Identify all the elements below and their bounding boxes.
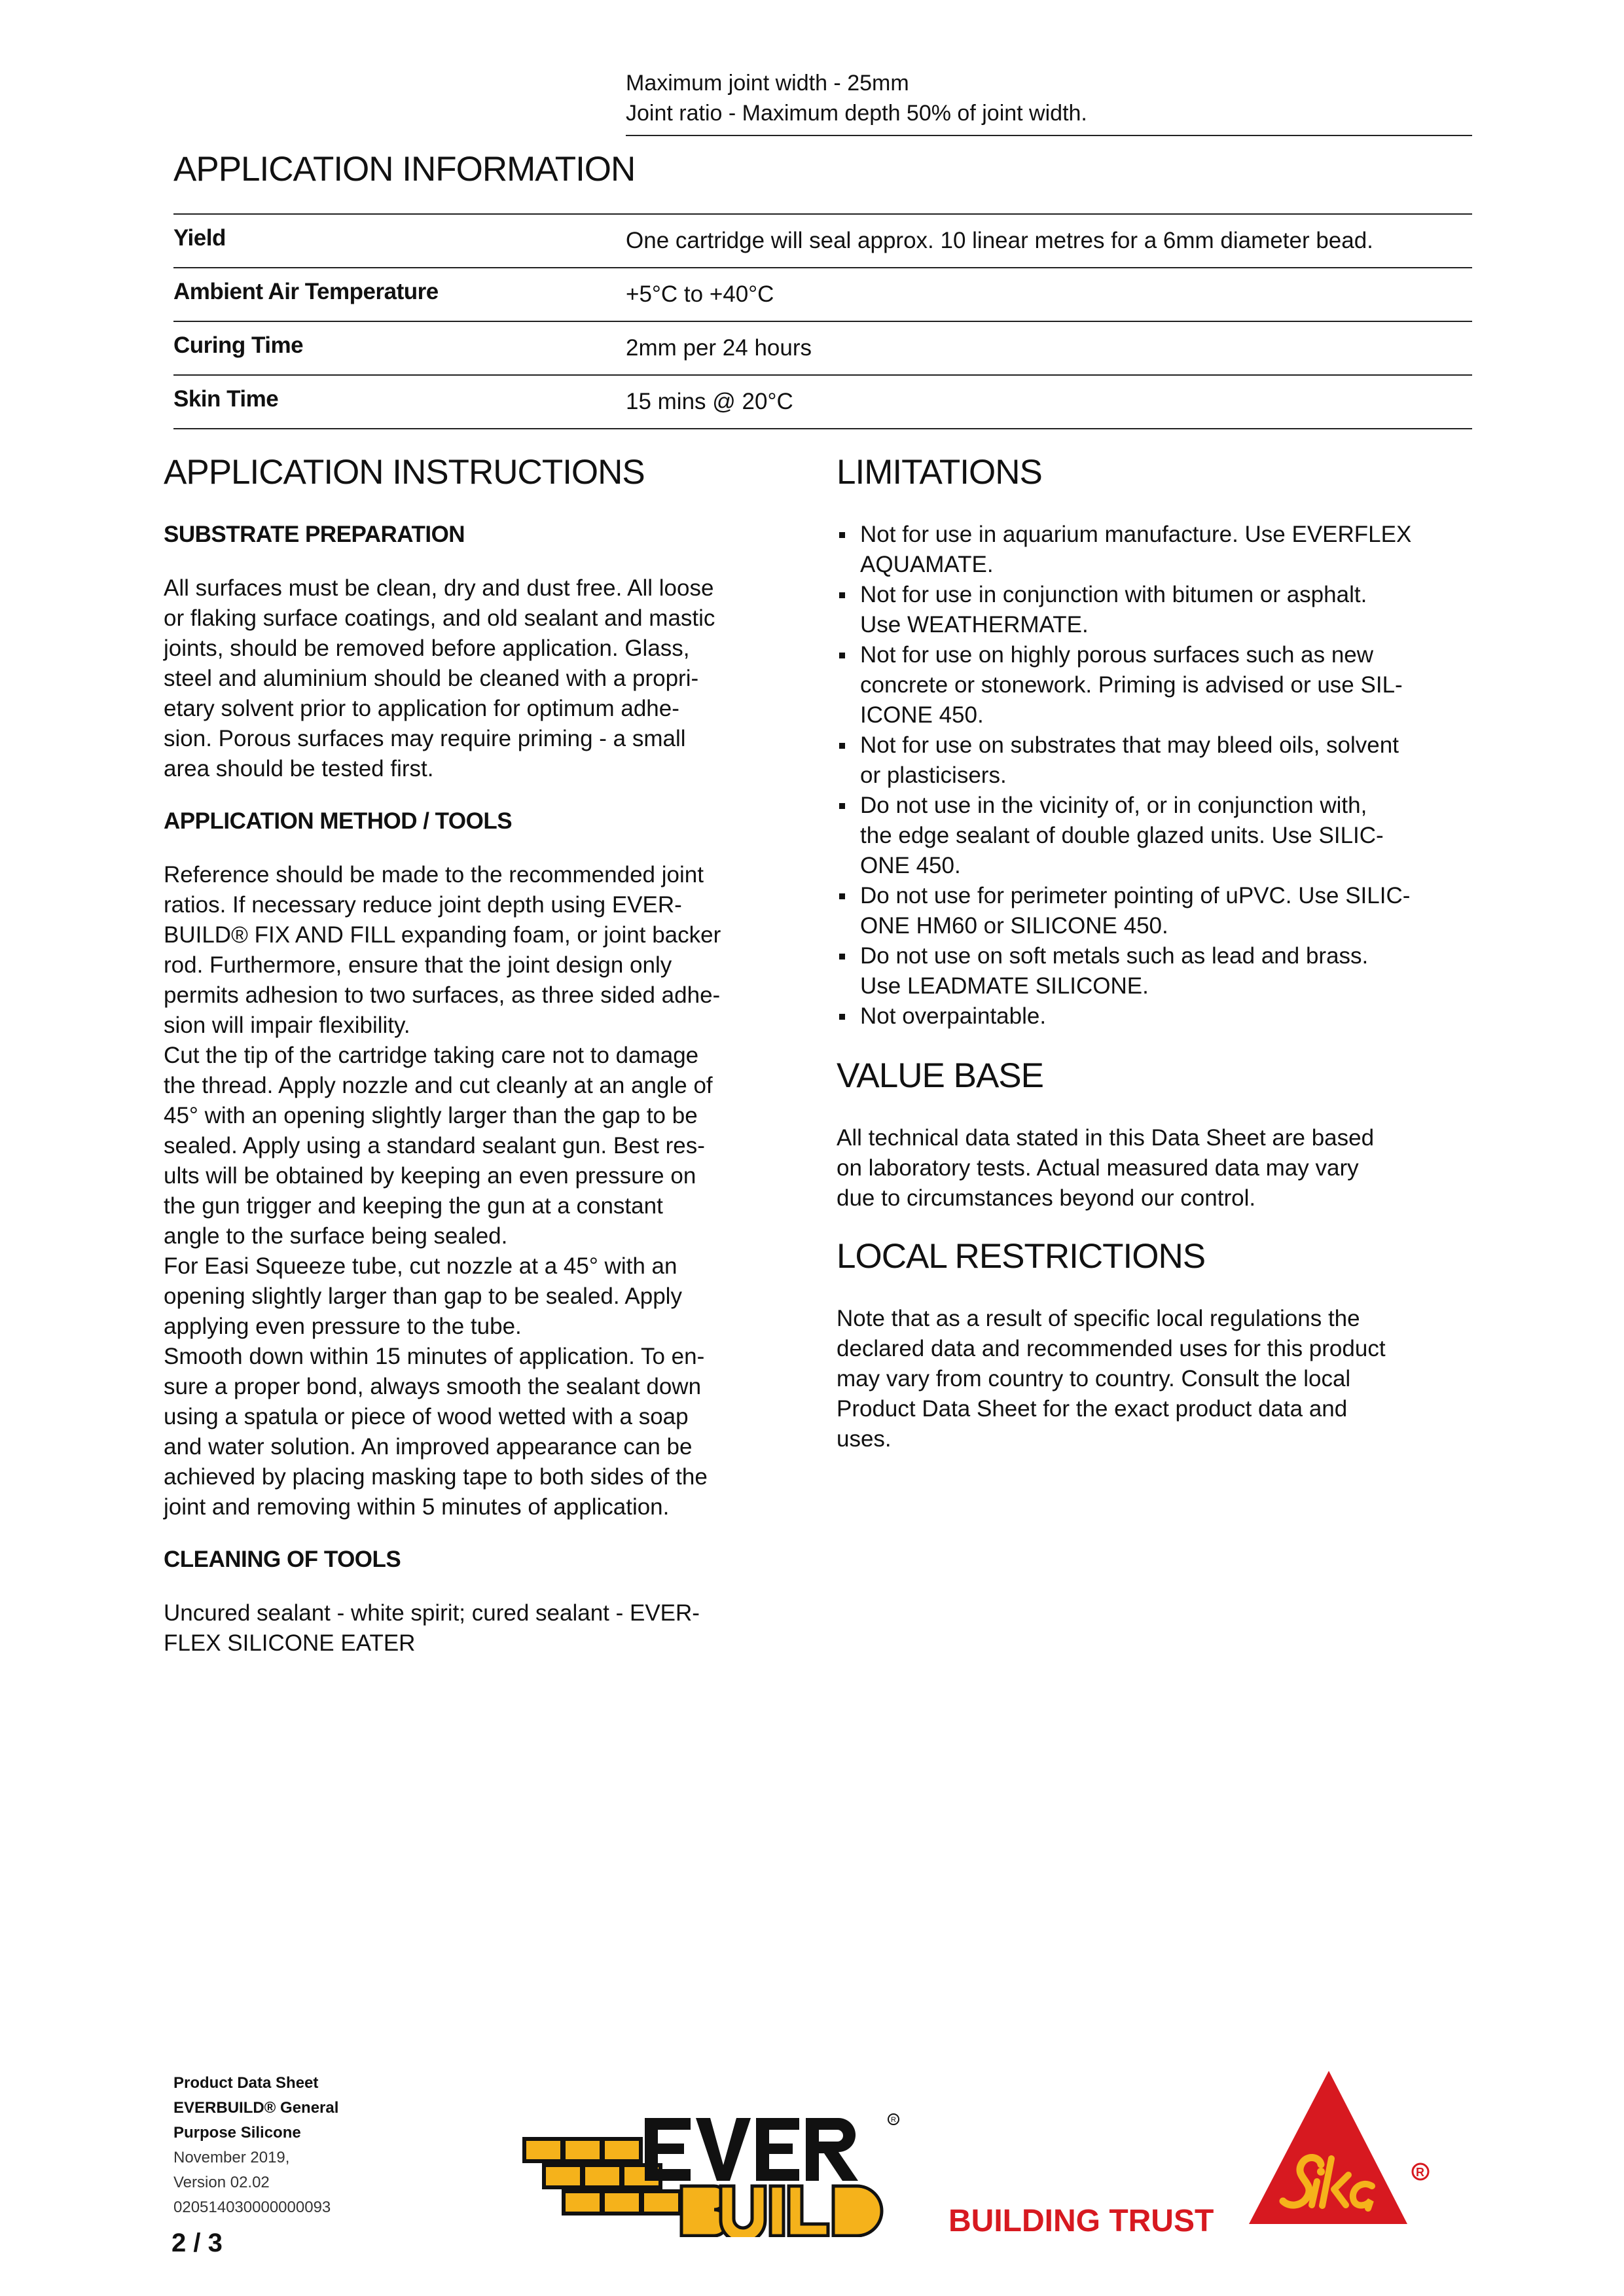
text-line: All surfaces must be clean, dry and dust free. All loose [164,575,714,601]
table-row [173,376,1472,429]
row-value: 2mm per 24 hours [626,335,812,361]
text-line: Not overpaintable. [860,1003,1047,1029]
text-line: on laboratory tests. Actual measured data may vary [837,1155,1359,1181]
limitations-list [837,520,1475,1031]
text-line: AQUAMATE. [860,552,994,577]
everbuild-logo [520,2113,900,2237]
text-line: FLEX SILICONE EATER [164,1630,416,1656]
text-line: joint and removing within 5 minutes of application. [164,1494,670,1520]
row-value: +5°C to +40°C [626,281,774,307]
text-line: Not for use on substrates that may bleed oils, solvent [860,732,1399,758]
row-label: Ambient Air Temperature [173,279,439,304]
text-line: uses. [837,1426,892,1452]
text-line: 45° with an opening slightly larger than the gap to be [164,1103,698,1128]
text-line: ults will be obtained by keeping an even pressure on [164,1163,696,1189]
row-label: Skin Time [173,386,279,412]
text-line: using a spatula or piece of wood wetted with a soap [164,1404,689,1429]
text-line: opening slightly larger than gap to be sealed. Apply [164,1283,682,1309]
row-value: 15 mins @ 20°C [626,389,793,414]
right-column [837,452,1475,1477]
value-base-title: VALUE BASE [837,1056,1043,1095]
substrate-preparation-text [164,573,789,784]
document-code: 020514030000000093 [173,2198,331,2216]
text-line: Do not use in the vicinity of, or in conjunction with, [860,793,1367,818]
list-item [837,520,1475,580]
divider [626,135,1472,136]
text-line: Uncured sealant - white spirit; cured sealant - EVER- [164,1600,700,1626]
text-line: concrete or stonework. Priming is advised or use SIL- [860,672,1403,698]
product-name-line2: Purpose Silicone [173,2124,301,2142]
text-line: area should be tested first. [164,756,434,781]
application-method-title: APPLICATION METHOD / TOOLS [164,808,513,834]
text-line: ONE 450. [860,853,961,878]
version: Version 02.02 [173,2174,270,2191]
text-line: the edge sealant of double glazed units. Use SILIC- [860,823,1384,848]
text-line: or plasticisers. [860,762,1007,788]
text-line: steel and aluminium should be cleaned with a propri- [164,666,699,691]
text-line: the thread. Apply nozzle and cut cleanly at an angle of [164,1073,713,1098]
list-item [837,881,1475,941]
text-line: ratios. If necessary reduce joint depth using EVER- [164,892,682,918]
text-line: rod. Furthermore, ensure that the joint design only [164,952,672,978]
substrate-preparation-title: SUBSTRATE PREPARATION [164,522,465,547]
svg-text:R: R [1416,2166,1424,2179]
application-information-title: APPLICATION INFORMATION [173,150,636,188]
list-item [837,730,1475,791]
text-line: sion. Porous surfaces may require priming - a small [164,726,686,751]
text-line: Cut the tip of the cartridge taking care not to damage [164,1043,699,1068]
text-line: declared data and recommended uses for this product [837,1336,1386,1361]
footer-meta [173,2071,338,2220]
table-row [173,268,1472,322]
text-line: Smooth down within 15 minutes of application. To en- [164,1344,705,1369]
text-line: Not for use on highly porous surfaces such as new [860,642,1374,668]
local-restrictions-title: LOCAL RESTRICTIONS [837,1237,1206,1276]
text-line: Not for use in conjunction with bitumen or asphalt. [860,582,1367,607]
text-line: applying even pressure to the tube. [164,1314,522,1339]
text-line: BUILD® FIX AND FILL expanding foam, or joint backer [164,922,721,948]
text-line: For Easi Squeeze tube, cut nozzle at a 45° with an [164,1253,677,1279]
text-line: or flaking surface coatings, and old sealant and mastic [164,605,715,631]
limitations-title: LIMITATIONS [837,453,1042,492]
sika-logo [1244,2067,1434,2231]
text-line: permits adhesion to two surfaces, as three sided adhe- [164,982,721,1008]
application-instructions-column [164,452,789,1681]
list-item [837,791,1475,881]
list-item [837,640,1475,730]
text-line: ONE HM60 or SILICONE 450. [860,913,1168,939]
text-line: Product Data Sheet for the exact product data and [837,1396,1348,1422]
row-label: Yield [173,225,226,251]
page-number: 2 / 3 [171,2229,223,2257]
tagline: BUILDING TRUST [948,2204,1214,2238]
text-line: All technical data stated in this Data Sheet are based [837,1125,1375,1151]
table-row [173,215,1472,268]
text-line: angle to the surface being sealed. [164,1223,508,1249]
doc-type: Product Data Sheet [173,2074,319,2092]
joint-width-line: Maximum joint width - 25mm [626,71,909,96]
text-line: sion will impair flexibility. [164,1013,410,1038]
table-row [173,322,1472,376]
text-line: Do not use for perimeter pointing of uPVC. Use SILIC- [860,883,1411,908]
list-item [837,941,1475,1001]
joint-ratio-line: Joint ratio - Maximum depth 50% of joint width. [626,101,1087,126]
cleaning-of-tools-text [164,1598,789,1659]
text-line: etary solvent prior to application for optimum adhe- [164,696,679,721]
text-line: due to circumstances beyond our control. [837,1185,1256,1211]
product-name-line1: EVERBUILD® General [173,2099,339,2117]
text-line: Use LEADMATE SILICONE. [860,973,1149,999]
application-instructions-title: APPLICATION INSTRUCTIONS [164,453,645,492]
text-line: Note that as a result of specific local regulations the [837,1306,1360,1331]
text-line: sure a proper bond, always smooth the sealant down [164,1374,702,1399]
text-line: Do not use on soft metals such as lead and brass. [860,943,1369,969]
row-value: One cartridge will seal approx. 10 linear metres for a 6mm diameter bead. [626,228,1373,253]
list-item [837,580,1475,640]
text-line: Use WEATHERMATE. [860,612,1089,637]
text-line: the gun trigger and keeping the gun at a constant [164,1193,663,1219]
text-line: Reference should be made to the recommended joint [164,862,704,888]
local-restrictions-text [837,1304,1475,1454]
svg-text:R: R [891,2116,896,2124]
text-line: ICONE 450. [860,702,984,728]
issue-date: November 2019, [173,2149,290,2166]
text-line: and water solution. An improved appearance can be [164,1434,693,1460]
text-line: Not for use in aquarium manufacture. Use EVERFLEX [860,522,1412,547]
cleaning-of-tools-title: CLEANING OF TOOLS [164,1547,401,1572]
row-label: Curing Time [173,332,304,358]
text-line: sealed. Apply using a standard sealant gun. Best res- [164,1133,705,1158]
application-information-table [173,215,1472,429]
value-base-text [837,1123,1475,1213]
text-line: achieved by placing masking tape to both sides of the [164,1464,708,1490]
joint-spec-lines [626,68,1087,128]
text-line: joints, should be removed before application. Glass, [164,636,690,661]
text-line: may vary from country to country. Consult the local [837,1366,1351,1391]
list-item [837,1001,1475,1031]
application-method-text [164,860,789,1522]
